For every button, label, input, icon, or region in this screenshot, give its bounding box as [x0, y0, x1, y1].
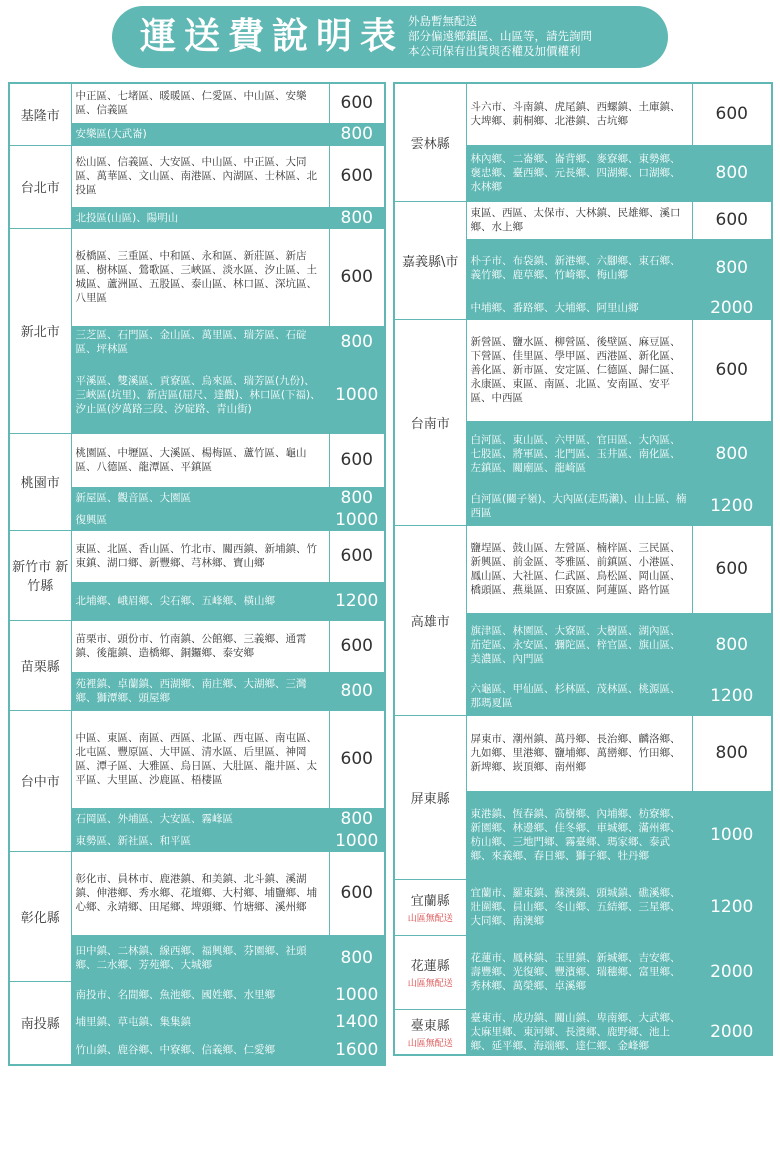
- shipping-fee: 800: [329, 935, 385, 981]
- shipping-fee: 800: [329, 123, 385, 145]
- shipping-fee: 1000: [329, 981, 385, 1009]
- shipping-fee: 600: [329, 145, 385, 207]
- county-label: 苗栗縣: [20, 659, 60, 675]
- shipping-fee: 600: [329, 83, 385, 123]
- area-list: 北投區(山區)、陽明山: [71, 207, 329, 228]
- shipping-fee: 600: [329, 530, 385, 582]
- county-label: 新北市: [20, 325, 60, 340]
- area-list: 松山區、信義區、大安區、中山區、中正區、大同區、萬華區、文山區、南港區、內湖區、士林區、北投區: [71, 145, 329, 207]
- shipping-fee: 1400: [329, 1009, 385, 1035]
- mountain-note: 山區無配送: [407, 979, 453, 989]
- shipping-fee: 600: [329, 851, 385, 935]
- shipping-fee: 1200: [329, 582, 385, 620]
- shipping-fee: 800: [329, 672, 385, 710]
- county-name: [394, 319, 466, 525]
- shipping-fee: 600: [329, 228, 385, 326]
- area-list: 南投市、名間鄉、魚池鄉、國姓鄉、水里鄉: [71, 981, 329, 1009]
- area-list: 屏東市、潮州鎮、萬丹鄉、長治鄉、麟洛鄉、九如鄉、里港鄉、鹽埔鄉、萬巒鄉、竹田鄉、新埤鄉、崁頂鄉、南州鄉: [466, 715, 692, 791]
- area-list: 東區、北區、香山區、竹北市、關西鎮、新埔鎮、竹東鎮、湖口鄉、新豐鄉、芎林鄉、寶山鄉: [71, 530, 329, 582]
- area-list: 東港鎮、恆春鎮、高樹鄉、內埔鄉、枋寮鄉、新園鄉、林邊鄉、佳冬鄉、車城鄉、滿州鄉、枋山鄉、三地門鄉、霧臺鄉、瑪家鄉、泰武鄉、來義鄉、春日鄉、獅子鄉、牡丹鄉: [466, 791, 692, 879]
- county-name: [394, 201, 466, 319]
- mountain-note: 山區無配送: [407, 914, 453, 924]
- shipping-fee: 600: [329, 710, 385, 808]
- shipping-fee: 1000: [329, 830, 385, 851]
- county-name: [9, 433, 71, 530]
- shipping-fee: 800: [692, 421, 772, 487]
- shipping-fee: 2000: [692, 935, 772, 1009]
- area-list: 中正區、七堵區、暖暖區、仁愛區、中山區、安樂區、信義區: [71, 83, 329, 123]
- area-list: 竹山鎮、鹿谷鄉、中寮鄉、信義鄉、仁愛鄉: [71, 1035, 329, 1065]
- area-list: 鹽埕區、鼓山區、左營區、楠梓區、三民區、新興區、前金區、苓雅區、前鎮區、小港區、鳳山區、大社區、仁武區、鳥松區、岡山區、橋頭區、燕巢區、田寮區、阿蓮區、路竹區: [466, 525, 692, 613]
- county-label: 臺東縣: [410, 1018, 450, 1034]
- county-name: [394, 1009, 466, 1055]
- county-label: 高雄市: [410, 614, 450, 630]
- area-list: 苑裡鎮、卓蘭鎮、西湖鄉、南庄鄉、大湖鄉、三灣鄉、獅潭鄉、頭屋鄉: [71, 672, 329, 710]
- area-list: 安樂區(大武崙): [71, 123, 329, 145]
- county-label: 彰化縣: [20, 910, 60, 926]
- area-list: 北埔鄉、峨眉鄉、尖石鄉、五峰鄉、橫山鄉: [71, 582, 329, 620]
- shipping-fee: 1000: [329, 357, 385, 433]
- county-label: 基隆市: [20, 108, 60, 124]
- area-list: 白河區、東山區、六甲區、官田區、大內區、七股區、將軍區、北門區、玉井區、南化區、左鎮區、關廟區、龍崎區: [466, 421, 692, 487]
- shipping-fee: 800: [692, 145, 772, 201]
- area-list: 旗津區、林園區、大寮區、大樹區、湖內區、茄萣區、永安區、彌陀區、梓官區、旗山區、美濃區、內門區: [466, 613, 692, 677]
- area-list: 田中鎮、二林鎮、線西鄉、福興鄉、芬園鄉、社頭鄉、二水鄉、芳苑鄉、大城鄉: [71, 935, 329, 981]
- shipping-table-left: [8, 82, 386, 1066]
- area-list: 板橋區、三重區、中和區、永和區、新莊區、新店區、樹林區、鶯歌區、三峽區、淡水區、汐止區、土城區、蘆洲區、五股區、泰山區、林口區、深坑區、八里區: [71, 228, 329, 326]
- county-name: [9, 530, 71, 620]
- shipping-fee: 2000: [692, 1009, 772, 1055]
- shipping-fee: 1200: [692, 487, 772, 525]
- county-label: 台中市: [20, 775, 60, 790]
- table-row: [394, 935, 772, 1009]
- county-label: 花蓮縣: [410, 959, 450, 974]
- shipping-fee: 1000: [329, 509, 385, 530]
- shipping-fee: 800: [329, 808, 385, 830]
- table-row: [394, 525, 772, 613]
- area-list: 中區、東區、南區、西區、北區、西屯區、南屯區、北屯區、豐原區、大甲區、清水區、后里區、神岡區、潭子區、大雅區、烏日區、大肚區、龍井區、太平區、大里區、沙鹿區、梧棲區: [71, 710, 329, 808]
- table-row: [394, 879, 772, 935]
- county-label: 宜蘭縣: [410, 894, 450, 909]
- shipping-fee: 600: [329, 433, 385, 487]
- county-name: [9, 851, 71, 981]
- table-row: [9, 620, 385, 672]
- area-list: 斗六市、斗南鎮、虎尾鎮、西螺鎮、土庫鎮、大埤鄉、莿桐鄉、北港鎮、古坑鄉: [466, 83, 692, 145]
- county-name: [9, 620, 71, 710]
- shipping-fee: 600: [692, 83, 772, 145]
- page-title: 運送費說明表: [140, 16, 405, 57]
- area-list: 白河區(關子嶺)、大內區(走馬瀨)、山上區、楠西區: [466, 487, 692, 525]
- table-row: [394, 201, 772, 239]
- county-label: 新竹市 新竹縣: [12, 560, 69, 594]
- county-name: [9, 145, 71, 228]
- table-row: [394, 715, 772, 791]
- table-row: [9, 433, 385, 487]
- county-label: 屏東縣: [410, 791, 450, 807]
- area-list: 林內鄉、二崙鄉、崙背鄉、麥寮鄉、東勢鄉、褒忠鄉、臺西鄉、元長鄉、四湖鄉、口湖鄉、水林鄉: [466, 145, 692, 201]
- table-row: [9, 530, 385, 582]
- area-list: 東勢區、新社區、和平區: [71, 830, 329, 851]
- shipping-fee: 800: [329, 207, 385, 228]
- table-row: [9, 83, 385, 123]
- county-name: [9, 710, 71, 851]
- area-list: 六龜區、甲仙區、杉林區、茂林區、桃源區、那瑪夏區: [466, 677, 692, 715]
- area-list: 東區、西區、太保市、大林鎮、民雄鄉、溪口鄉、水上鄉: [466, 201, 692, 239]
- county-label: 雲林縣: [410, 136, 450, 152]
- county-label: 嘉義縣\市: [402, 254, 459, 270]
- area-list: 新屋區、觀音區、大園區: [71, 487, 329, 509]
- note-line: 本公司保有出貨與否權及加價權利: [408, 44, 581, 58]
- area-list: 彰化市、員林市、鹿港鎮、和美鎮、北斗鎮、溪湖鎮、伸港鄉、秀水鄉、花壇鄉、大村鄉、埔鹽鄉、埔心鄉、永靖鄉、田尾鄉、埤頭鄉、竹塘鄉、溪州鄉: [71, 851, 329, 935]
- area-list: 新營區、鹽水區、柳營區、後壁區、麻豆區、下營區、佳里區、學甲區、西港區、新化區、善化區、新市區、安定區、仁德區、歸仁區、永康區、東區、南區、北區、安南區、安平區、中西區: [466, 319, 692, 421]
- note-line: 外島暫無配送: [408, 14, 477, 28]
- county-name: [394, 83, 466, 201]
- county-name: [394, 935, 466, 1009]
- table-row: [394, 319, 772, 421]
- county-name: [9, 228, 71, 433]
- county-name: [394, 879, 466, 935]
- area-list: 苗栗市、頭份市、竹南鎮、公館鄉、三義鄉、通霄鎮、後龍鎮、造橋鄉、銅鑼鄉、泰安鄉: [71, 620, 329, 672]
- shipping-fee: 800: [329, 326, 385, 357]
- shipping-fee: 600: [329, 620, 385, 672]
- area-list: 石岡區、外埔區、大安區、霧峰區: [71, 808, 329, 830]
- table-row: [394, 83, 772, 145]
- shipping-fee: 800: [692, 613, 772, 677]
- shipping-fee: 600: [692, 201, 772, 239]
- county-label: 台北市: [20, 181, 60, 196]
- shipping-fee: 2000: [692, 297, 772, 319]
- mountain-note: 山區無配送: [407, 1038, 453, 1049]
- shipping-fee: 1200: [692, 879, 772, 935]
- table-row: [394, 1009, 772, 1055]
- banner-notes: [408, 14, 592, 59]
- shipping-fee: 1000: [692, 791, 772, 879]
- shipping-fee: 1600: [329, 1035, 385, 1065]
- area-list: 臺東市、成功鎮、關山鎮、卑南鄉、大武鄉、太麻里鄉、東河鄉、長濱鄉、鹿野鄉、池上鄉、延平鄉、海端鄉、達仁鄉、金峰鄉: [466, 1009, 692, 1055]
- shipping-fee: 600: [692, 525, 772, 613]
- area-list: 花蓮市、鳳林鎮、玉里鎮、新城鄉、吉安鄉、壽豐鄉、光復鄉、豐濱鄉、瑞穗鄉、富里鄉、秀林鄉、萬榮鄉、卓溪鄉: [466, 935, 692, 1009]
- table-row: [9, 145, 385, 207]
- county-label: 桃園市: [20, 476, 60, 491]
- county-name: [9, 83, 71, 145]
- table-row: [9, 851, 385, 935]
- county-name: [394, 525, 466, 715]
- county-name: [394, 715, 466, 879]
- area-list: 平溪區、雙溪區、貢寮區、烏來區、瑞芳區(九份)、三峽區(坑里)、新店區(屈尺、達觀)、林口區(下福)、汐止區(汐萬路三段、汐碇路、青山街): [71, 357, 329, 433]
- shipping-fee: 800: [329, 487, 385, 509]
- area-list: 三芝區、石門區、金山區、萬里區、瑞芳區、石碇區、坪林區: [71, 326, 329, 357]
- area-list: 埔里鎮、草屯鎮、集集鎮: [71, 1009, 329, 1035]
- shipping-fee: 800: [692, 715, 772, 791]
- area-list: 復興區: [71, 509, 329, 530]
- county-name: [9, 981, 71, 1065]
- shipping-fee: 800: [692, 239, 772, 297]
- note-line: 部分偏遠鄉鎮區、山區等，請先詢問: [408, 29, 592, 43]
- table-row: [9, 710, 385, 808]
- table-row: [9, 228, 385, 326]
- area-list: 朴子市、布袋鎮、新港鄉、六腳鄉、東石鄉、義竹鄉、鹿草鄉、竹崎鄉、梅山鄉: [466, 239, 692, 297]
- area-list: 宜蘭市、羅東鎮、蘇澳鎮、頭城鎮、礁溪鄉、壯圍鄉、員山鄉、冬山鄉、五結鄉、三星鄉、大同鄉、南澳鄉: [466, 879, 692, 935]
- area-list: 中埔鄉、番路鄉、大埔鄉、阿里山鄉: [466, 297, 692, 319]
- shipping-fee: 600: [692, 319, 772, 421]
- area-list: 桃園區、中壢區、大溪區、楊梅區、蘆竹區、龜山區、八德區、龍潭區、平鎮區: [71, 433, 329, 487]
- table-row: [9, 981, 385, 1009]
- shipping-table-right: [393, 82, 773, 1056]
- shipping-fee: 1200: [692, 677, 772, 715]
- county-label: 南投縣: [20, 1017, 60, 1033]
- county-label: 台南市: [410, 416, 450, 432]
